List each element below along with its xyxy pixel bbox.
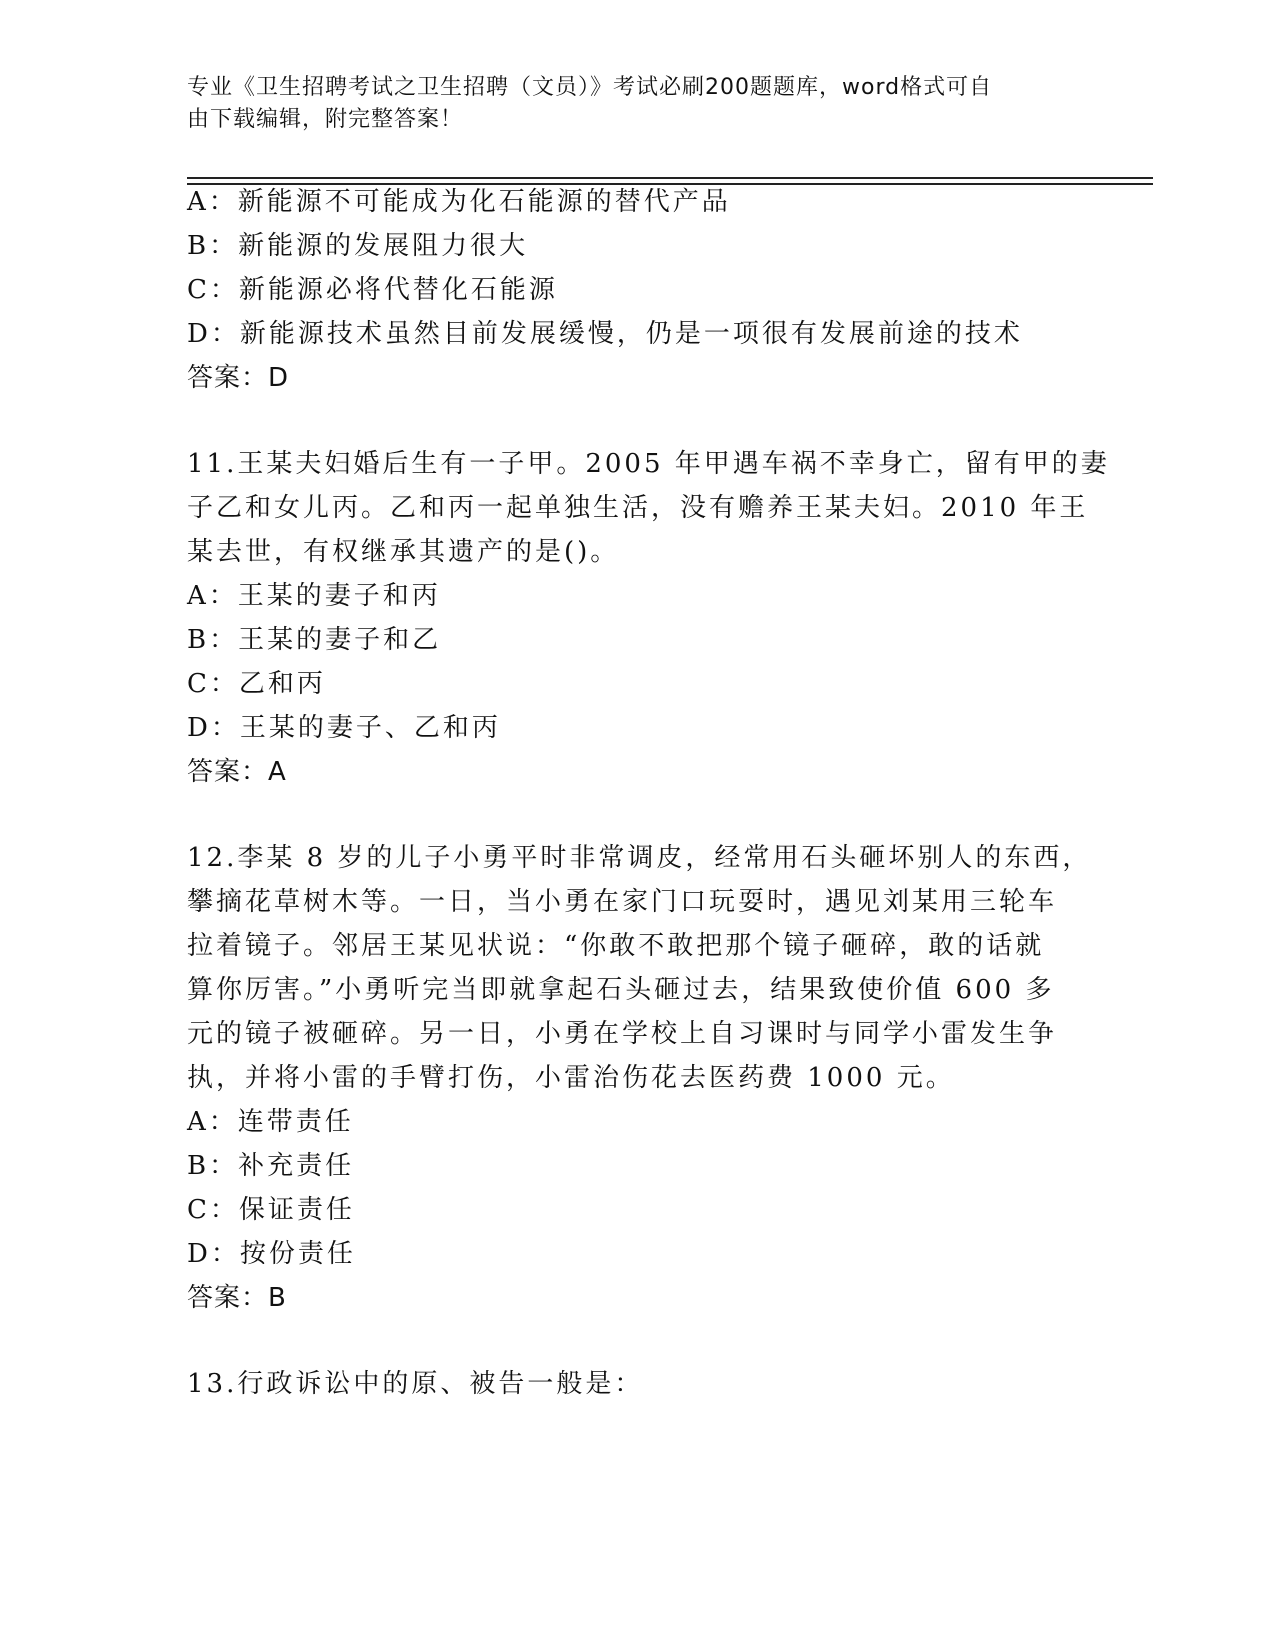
q11-stem-line-1: 11.王某夫妇婚后生有一子甲。2005 年甲遇车祸不幸身亡，留有甲的妻 [187,449,1110,479]
q11-stem-line-3: 某去世，有权继承其遗产的是()。 [187,537,620,567]
header-divider-top [187,177,1153,179]
q12-option-c: C：保证责任 [187,1195,355,1225]
q12-stem-line-6: 执，并将小雷的手臂打伤，小雷治伤花去医药费 1000 元。 [187,1063,955,1093]
q10-answer: 答案：D [187,363,290,393]
q12-answer: 答案：B [187,1283,287,1313]
q11-stem-line-2: 子乙和女儿丙。乙和丙一起单独生活，没有赡养王某夫妇。2010 年王 [187,493,1089,523]
q10-option-c: C：新能源必将代替化石能源 [187,275,558,305]
q11-option-a: A：王某的妻子和丙 [187,581,441,611]
document-header [187,72,1067,136]
q10-option-d: D：新能源技术虽然目前发展缓慢，仍是一项很有发展前途的技术 [187,319,1023,349]
q12-stem-line-5: 元的镜子被砸碎。另一日，小勇在学校上自习课时与同学小雷发生争 [187,1019,1058,1049]
q12-stem-line-2: 攀摘花草树木等。一日，当小勇在家门口玩耍时，遇见刘某用三轮车 [187,887,1058,917]
header-line-1: 专业《卫生招聘考试之卫生招聘（文员）》考试必刷200题题库，word格式可自 [187,75,993,100]
q12-option-b: B：补充责任 [187,1151,355,1181]
q10-option-a: A：新能源不可能成为化石能源的替代产品 [187,187,731,217]
q11-option-c: C：乙和丙 [187,669,326,699]
q12-stem-line-3: 拉着镜子。邻居王某见状说：“你敢不敢把那个镜子砸碎，敢的话就 [187,931,1045,961]
q12-stem-line-1: 12.李某 8 岁的儿子小勇平时非常调皮，经常用石头砸坏别人的东西， [187,843,1092,873]
q12-option-a: A：连带责任 [187,1107,354,1137]
q11-answer: 答案：A [187,757,287,787]
header-line-2: 由下载编辑，附完整答案！ [187,107,464,132]
q11-option-d: D：王某的妻子、乙和丙 [187,713,501,743]
q12-stem-line-4: 算你厉害。”小勇听完当即就拿起石头砸过去，结果致使价值 600 多 [187,975,1055,1005]
q11-option-b: B：王某的妻子和乙 [187,625,442,655]
q12-option-d: D：按份责任 [187,1239,356,1269]
q13-stem-line-1: 13.行政诉讼中的原、被告一般是： [187,1369,644,1399]
q10-option-b: B：新能源的发展阻力很大 [187,231,529,261]
